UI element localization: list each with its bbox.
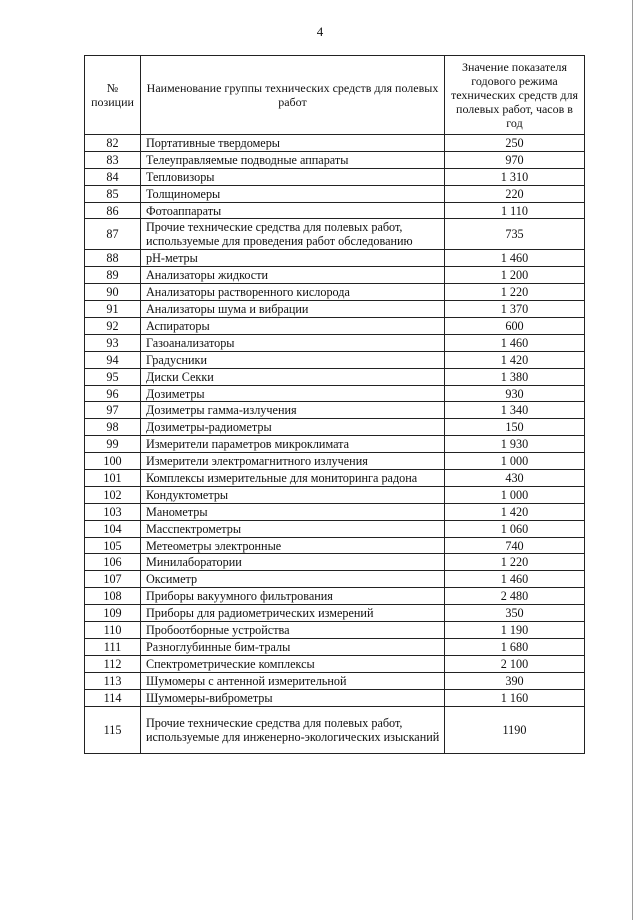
row-name: Диски Секки <box>141 368 445 385</box>
row-number: 90 <box>85 284 141 301</box>
row-value: 1 310 <box>445 168 585 185</box>
row-number: 115 <box>85 706 141 753</box>
row-value: 2 480 <box>445 588 585 605</box>
row-number: 100 <box>85 453 141 470</box>
table-row <box>85 436 585 453</box>
row-number: 113 <box>85 672 141 689</box>
row-number: 111 <box>85 638 141 655</box>
row-name: Метеометры электронные <box>141 537 445 554</box>
table-row <box>85 168 585 185</box>
row-name: Манометры <box>141 503 445 520</box>
table-row <box>85 486 585 503</box>
scan-edge-line <box>632 0 633 920</box>
row-name: Толщиномеры <box>141 185 445 202</box>
row-number: 83 <box>85 151 141 168</box>
row-name: Комплексы измерительные для мониторинга радона <box>141 470 445 487</box>
table-row <box>85 151 585 168</box>
table-row <box>85 655 585 672</box>
row-number: 103 <box>85 503 141 520</box>
table-row <box>85 351 585 368</box>
row-number: 102 <box>85 486 141 503</box>
row-value: 250 <box>445 135 585 152</box>
row-number: 88 <box>85 250 141 267</box>
row-name: Измерители параметров микроклимата <box>141 436 445 453</box>
row-value: 1 380 <box>445 368 585 385</box>
row-number: 98 <box>85 419 141 436</box>
row-value: 970 <box>445 151 585 168</box>
row-name: Измерители электромагнитного излучения <box>141 453 445 470</box>
row-number: 94 <box>85 351 141 368</box>
row-name: Анализаторы жидкости <box>141 267 445 284</box>
row-name: Шумомеры с антенной измерительной <box>141 672 445 689</box>
row-name: Тепловизоры <box>141 168 445 185</box>
row-name: Телеуправляемые подводные аппараты <box>141 151 445 168</box>
row-name: Анализаторы растворенного кислорода <box>141 284 445 301</box>
row-name: Кондуктометры <box>141 486 445 503</box>
row-value: 1 200 <box>445 267 585 284</box>
row-value: 2 100 <box>445 655 585 672</box>
row-number: 82 <box>85 135 141 152</box>
row-value: 1 110 <box>445 202 585 219</box>
row-value: 1 460 <box>445 250 585 267</box>
table-row <box>85 219 585 250</box>
table-row <box>85 672 585 689</box>
header-position-line1: № <box>106 81 119 95</box>
row-name: Масспектрометры <box>141 520 445 537</box>
row-number: 87 <box>85 219 141 250</box>
table-row <box>85 301 585 318</box>
table-header <box>85 56 585 135</box>
row-value: 1 160 <box>445 689 585 706</box>
row-number: 93 <box>85 334 141 351</box>
row-value: 1 460 <box>445 571 585 588</box>
row-name: Газоанализаторы <box>141 334 445 351</box>
row-name: Анализаторы шума и вибрации <box>141 301 445 318</box>
table-row <box>85 453 585 470</box>
table-row <box>85 605 585 622</box>
table-row <box>85 334 585 351</box>
row-number: 106 <box>85 554 141 571</box>
row-number: 104 <box>85 520 141 537</box>
row-value: 350 <box>445 605 585 622</box>
table-row <box>85 202 585 219</box>
table-row <box>85 402 585 419</box>
header-position-line2: позиции <box>91 95 134 109</box>
row-name: Портативные твердомеры <box>141 135 445 152</box>
table-row <box>85 571 585 588</box>
row-number: 85 <box>85 185 141 202</box>
row-number: 101 <box>85 470 141 487</box>
row-value: 930 <box>445 385 585 402</box>
row-name: рН-метры <box>141 250 445 267</box>
row-value: 1 340 <box>445 402 585 419</box>
table-row <box>85 689 585 706</box>
row-value: 1 420 <box>445 503 585 520</box>
row-number: 89 <box>85 267 141 284</box>
table-row <box>85 250 585 267</box>
header-row <box>85 56 585 135</box>
table-row <box>85 368 585 385</box>
row-value: 1 420 <box>445 351 585 368</box>
row-name: Оксиметр <box>141 571 445 588</box>
row-value: 220 <box>445 185 585 202</box>
row-number: 91 <box>85 301 141 318</box>
row-value: 150 <box>445 419 585 436</box>
table-row <box>85 385 585 402</box>
row-name: Фотоаппараты <box>141 202 445 219</box>
row-number: 105 <box>85 537 141 554</box>
row-value: 1 220 <box>445 554 585 571</box>
row-name: Градусники <box>141 351 445 368</box>
row-value: 1 220 <box>445 284 585 301</box>
row-value: 1 000 <box>445 453 585 470</box>
equipment-table <box>84 55 585 754</box>
row-number: 108 <box>85 588 141 605</box>
table-row <box>85 622 585 639</box>
table-row <box>85 284 585 301</box>
row-name: Аспираторы <box>141 318 445 335</box>
row-name: Дозиметры гамма-излучения <box>141 402 445 419</box>
row-number: 114 <box>85 689 141 706</box>
header-name: Наименование группы технических средств для полевых работ <box>141 56 445 135</box>
row-value: 1 060 <box>445 520 585 537</box>
row-number: 109 <box>85 605 141 622</box>
row-name: Разноглубинные бим-тралы <box>141 638 445 655</box>
table-row <box>85 638 585 655</box>
row-value: 1 680 <box>445 638 585 655</box>
row-number: 92 <box>85 318 141 335</box>
row-value: 1 460 <box>445 334 585 351</box>
row-number: 99 <box>85 436 141 453</box>
row-name: Пробоотборные устройства <box>141 622 445 639</box>
table-row <box>85 537 585 554</box>
header-position <box>85 56 141 135</box>
table-row <box>85 554 585 571</box>
row-value: 1 190 <box>445 622 585 639</box>
row-name: Дозиметры <box>141 385 445 402</box>
page-number: 4 <box>316 24 324 39</box>
header-value: Значение показателя годового режима технических средств для полевых работ, часов в год <box>445 56 585 135</box>
row-number: 86 <box>85 202 141 219</box>
row-number: 84 <box>85 168 141 185</box>
row-number: 97 <box>85 402 141 419</box>
row-number: 96 <box>85 385 141 402</box>
table-row <box>85 419 585 436</box>
row-name: Шумомеры-виброметры <box>141 689 445 706</box>
row-number: 107 <box>85 571 141 588</box>
row-name: Приборы вакуумного фильтрования <box>141 588 445 605</box>
table-row <box>85 135 585 152</box>
row-value: 1190 <box>445 706 585 753</box>
row-value: 1 930 <box>445 436 585 453</box>
table-row <box>85 503 585 520</box>
row-value: 600 <box>445 318 585 335</box>
table-row <box>85 318 585 335</box>
table-row <box>85 706 585 753</box>
row-value: 1 000 <box>445 486 585 503</box>
row-number: 95 <box>85 368 141 385</box>
row-value: 1 370 <box>445 301 585 318</box>
row-value: 390 <box>445 672 585 689</box>
table-row <box>85 470 585 487</box>
table-body <box>85 135 585 754</box>
row-name: Прочие технические средства для полевых работ, используемые для инженерно-экологических изысканий <box>141 706 445 753</box>
row-name: Прочие технические средства для полевых работ, используемые для проведения работ обследованию <box>141 219 445 250</box>
row-name: Приборы для радиометрических измерений <box>141 605 445 622</box>
table-row <box>85 588 585 605</box>
row-name: Спектрометрические комплексы <box>141 655 445 672</box>
table-row <box>85 185 585 202</box>
row-value: 735 <box>445 219 585 250</box>
row-number: 112 <box>85 655 141 672</box>
row-value: 430 <box>445 470 585 487</box>
row-number: 110 <box>85 622 141 639</box>
row-value: 740 <box>445 537 585 554</box>
row-name: Дозиметры-радиометры <box>141 419 445 436</box>
row-name: Минилаборатории <box>141 554 445 571</box>
table-row <box>85 520 585 537</box>
table-row <box>85 267 585 284</box>
